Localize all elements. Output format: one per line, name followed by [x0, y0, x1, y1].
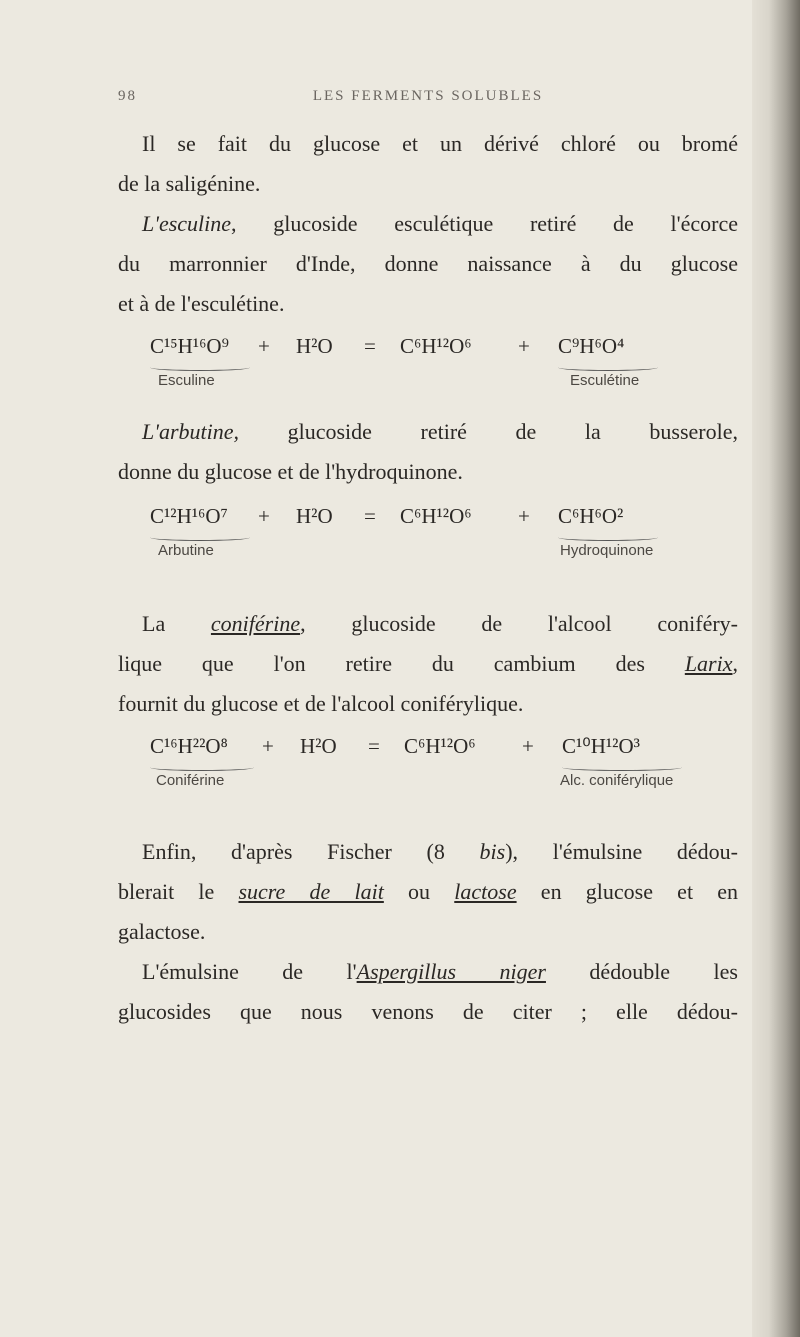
- paragraph-4: [118, 604, 738, 724]
- formula2-label-right: Hydroquinone: [560, 542, 654, 559]
- para5-line1-end: ), l'émulsine dédou-: [505, 839, 738, 864]
- formula1-plus1: +: [258, 334, 270, 358]
- formula3-term4: C¹⁰H¹²O³: [562, 734, 640, 758]
- para4-line1: [118, 604, 738, 644]
- formula2-equals: =: [364, 504, 376, 528]
- para4-line2-start: lique que l'on retire du cambium des: [118, 651, 685, 676]
- formula3-brace-right: [562, 764, 682, 771]
- paragraph-1: [118, 124, 738, 204]
- formula-arbutine: [150, 504, 710, 559]
- formula1-equals: =: [364, 334, 376, 358]
- formula1-term1: C¹⁵H¹⁶O⁹: [150, 334, 229, 358]
- formula1-term4: C⁹H⁶O⁴: [558, 334, 625, 358]
- para2-line1-rest: , glucoside esculétique retiré de l'écorce: [231, 211, 738, 236]
- formula1-term2: H²O: [296, 334, 333, 358]
- para2-line1: [118, 204, 738, 244]
- arbutine-term: L'arbutine,: [142, 419, 239, 444]
- formula2-plus2: +: [518, 504, 530, 528]
- formula1-brace-right: [558, 364, 658, 371]
- para4-line1-rest: , glucoside de l'alcool coniféry-: [300, 611, 739, 636]
- coniferine-term: coniférine: [210, 611, 301, 636]
- para3-line2: donne du glucose et de l'hydroquinone.: [118, 459, 463, 484]
- page-number: 98: [118, 88, 137, 104]
- para5-line2-mid: ou: [383, 879, 455, 904]
- paragraph-6: [118, 952, 738, 1032]
- bis-term: bis: [479, 839, 506, 864]
- para5-line2: [118, 872, 738, 912]
- formula3-plus2: +: [522, 734, 534, 758]
- formula3-brace-left: [150, 764, 254, 771]
- formula2-term2: H²O: [296, 504, 333, 528]
- para3-line1-rest: glucoside retiré de la busserole,: [239, 419, 738, 444]
- para6-line2: glucosides que nous venons de citer ; elle dédou-: [118, 999, 738, 1024]
- formula2-plus1: +: [258, 504, 270, 528]
- para5-line1-start: Enfin, d'après Fischer (8: [142, 839, 480, 864]
- formula3-term3: C⁶H¹²O⁶: [404, 734, 476, 758]
- formula3-label-left: Coniférine: [156, 772, 225, 789]
- para6-line1-start: L'émulsine de l': [142, 959, 357, 984]
- para4-line2: [118, 644, 738, 684]
- paragraph-5: [118, 832, 738, 952]
- para5-line2-end: en glucose et en: [516, 879, 739, 904]
- lactose-term: lactose: [454, 879, 517, 904]
- formula2-brace-left: [150, 534, 250, 541]
- formula2-label-left: Arbutine: [158, 542, 214, 559]
- para1-line2: de la saligénine.: [118, 171, 261, 196]
- formula1-label-left: Esculine: [158, 372, 215, 389]
- paragraph-3: [118, 412, 738, 492]
- larix-term: Larix: [684, 651, 733, 676]
- formula1-brace-left: [150, 364, 250, 371]
- formula-coniferine: [150, 734, 710, 789]
- formula3-equals: =: [368, 734, 380, 758]
- formula1-plus2: +: [518, 334, 530, 358]
- para5-line3: galactose.: [118, 919, 206, 944]
- formula3-label-right: Alc. coniférylique: [560, 772, 674, 789]
- sucre-de-lait-term: sucre de lait: [238, 879, 384, 904]
- para2-line3: et à de l'esculétine.: [118, 291, 285, 316]
- formula2-term1: C¹²H¹⁶O⁷: [150, 504, 228, 528]
- para5-line1: [118, 832, 738, 872]
- formula2-term3: C⁶H¹²O⁶: [400, 504, 472, 528]
- para4-line2-end: ,: [732, 651, 738, 676]
- para1-line1: Il se fait du glucose et un dérivé chloré ou bromé: [142, 131, 738, 156]
- formula3-plus1: +: [262, 734, 274, 758]
- formula-esculine: [150, 334, 710, 389]
- para6-line1: [118, 952, 738, 992]
- page-edge-shadow: [752, 0, 800, 1337]
- para4-line3: fournit du glucose et de l'alcool coniférylique.: [118, 691, 524, 716]
- formula3-term2: H²O: [300, 734, 337, 758]
- para2-line2: du marronnier d'Inde, donne naissance à du glucose: [118, 251, 738, 276]
- para4-start: La: [142, 611, 211, 636]
- para5-line2-start: blerait le: [118, 879, 239, 904]
- running-header: [118, 88, 738, 112]
- formula3-term1: C¹⁶H²²O⁸: [150, 734, 228, 758]
- formula1-term3: C⁶H¹²O⁶: [400, 334, 472, 358]
- para3-line1: [118, 412, 738, 452]
- running-title: LES FERMENTS SOLUBLES: [312, 88, 544, 104]
- formula2-brace-right: [558, 534, 658, 541]
- paragraph-2: [118, 204, 738, 324]
- esculine-term: L'esculine: [142, 211, 232, 236]
- formula1-label-right: Esculétine: [570, 372, 640, 389]
- formula2-term4: C⁶H⁶O²: [558, 504, 624, 528]
- aspergillus-term: Aspergillus niger: [356, 959, 546, 984]
- para6-line1-end: dédouble les: [545, 959, 738, 984]
